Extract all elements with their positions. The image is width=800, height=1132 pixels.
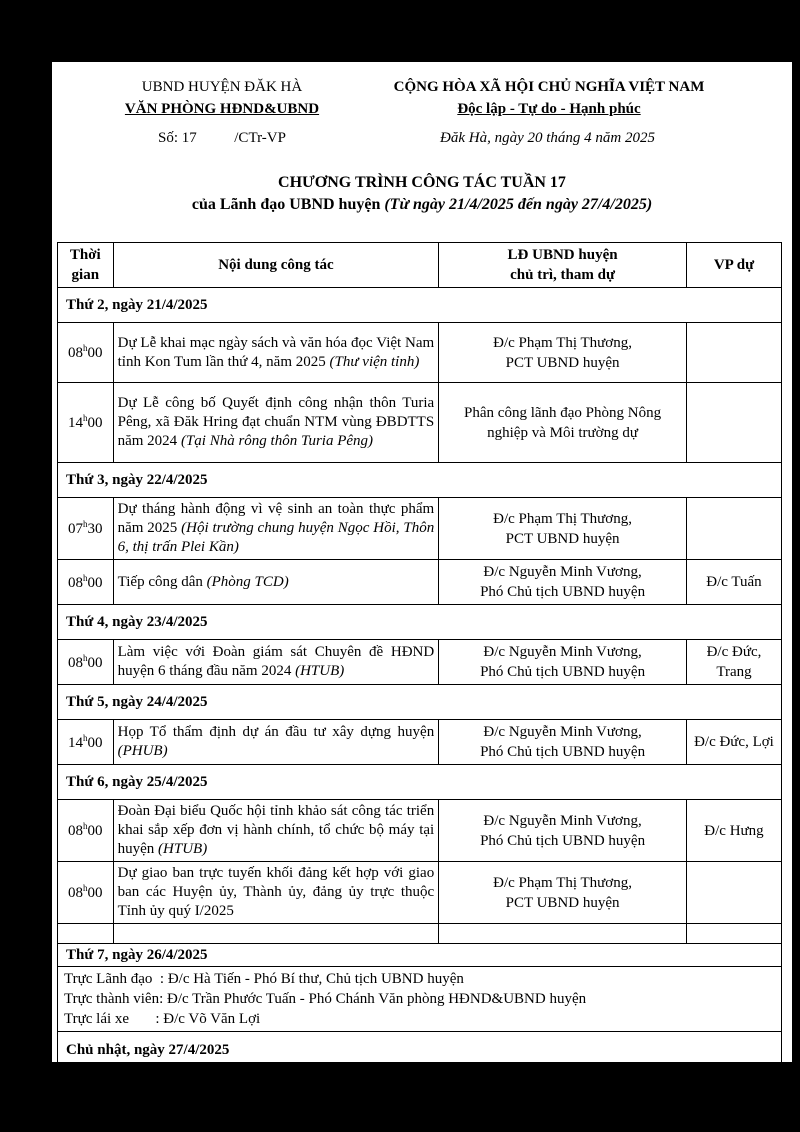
- title-line2: [52, 194, 792, 216]
- content-cell: Dự tháng hành động vì vệ sinh an toàn thực phẩm năm 2025 (Hội trường chung huyện Ngọc Hồi, Thôn 6, thị trấn Plei Kần): [113, 498, 439, 560]
- time-cell: 08$^h$00: [58, 640, 114, 685]
- col-time-header: Thời gian: [58, 243, 114, 288]
- table-row: [58, 720, 782, 765]
- schedule-table: [57, 242, 782, 1069]
- title-line2-main: của Lãnh đạo UBND huyện: [191, 196, 385, 213]
- lead-cell: Đ/c Nguyễn Minh Vương, Phó Chủ tịch UBND huyện: [439, 560, 687, 605]
- date-line: Đăk Hà, ngày 20 tháng 4 năm 2025: [440, 130, 655, 146]
- lead-cell: Đ/c Nguyễn Minh Vương, Phó Chủ tịch UBND huyện: [439, 640, 687, 685]
- day-row: [58, 685, 782, 720]
- col-content-header: Nội dung công tác: [113, 243, 439, 288]
- content-cell: Họp Tổ thẩm định dự án đầu tư xây dựng huyện (PHUB): [113, 720, 439, 765]
- day-label: Thứ 7, ngày 26/4/2025: [58, 944, 782, 967]
- document-number: [158, 130, 286, 147]
- vp-cell: [686, 498, 781, 560]
- table-row: [58, 383, 782, 463]
- duty-member: Trực thành viên: Đ/c Trần Phước Tuấn - Phó Chánh Văn phòng HĐND&UBND huyện: [64, 991, 587, 1007]
- time-cell: 14$^h$00: [58, 383, 114, 463]
- lead-cell: Phân công lãnh đạo Phòng Nông nghiệp và Môi trường dự: [439, 383, 687, 463]
- day-label: Thứ 5, ngày 24/4/2025: [58, 685, 782, 720]
- empty-row: [58, 924, 782, 944]
- national-motto: Độc lập - Tự do - Hạnh phúc: [457, 101, 641, 117]
- lead-cell: Đ/c Phạm Thị Thương, PCT UBND huyện: [439, 323, 687, 383]
- content-cell: Dự Lễ khai mạc ngày sách và văn hóa đọc Việt Nam tỉnh Kon Tum lần thứ 4, năm 2025 (Thư viện tỉnh): [113, 323, 439, 383]
- day-label: Thứ 4, ngày 23/4/2025: [58, 605, 782, 640]
- republic-title: CỘNG HÒA XÃ HỘI CHỦ NGHĨA VIỆT NAM: [393, 79, 705, 95]
- day-row: [58, 288, 782, 323]
- day-row: [58, 1032, 782, 1069]
- vp-cell: [686, 383, 781, 463]
- vp-cell: [686, 323, 781, 383]
- day-label: Thứ 6, ngày 25/4/2025: [58, 765, 782, 800]
- table-row: [58, 640, 782, 685]
- day-label: Thứ 3, ngày 22/4/2025: [58, 463, 782, 498]
- agency-header: [62, 76, 382, 120]
- col-lead-header: [439, 243, 687, 288]
- lead-cell: Đ/c Phạm Thị Thương, PCT UBND huyện: [439, 862, 687, 924]
- duty-driver: Trực lái xe : Đ/c Võ Văn Lợi: [64, 1011, 261, 1027]
- title-line2-range: (Từ ngày 21/4/2025 đến ngày 27/4/2025): [384, 196, 653, 213]
- vp-cell: Đ/c Hưng: [686, 800, 781, 862]
- agency-line2: VĂN PHÒNG HĐND&UBND: [124, 101, 320, 117]
- col-vp-header: VP dự: [686, 243, 781, 288]
- duty-row: [58, 967, 782, 1032]
- lead-cell: Đ/c Nguyễn Minh Vương, Phó Chủ tịch UBND huyện: [439, 720, 687, 765]
- time-cell: 08$^h$00: [58, 560, 114, 605]
- table-row: [58, 560, 782, 605]
- vp-cell: Đ/c Đức, Lợi: [686, 720, 781, 765]
- time-cell: 14$^h$00: [58, 720, 114, 765]
- table-row: [58, 323, 782, 383]
- agency-line1: UBND HUYỆN ĐĂK HÀ: [141, 79, 303, 95]
- vp-cell: Đ/c Đức, Trang: [686, 640, 781, 685]
- lead-cell: Đ/c Phạm Thị Thương, PCT UBND huyện: [439, 498, 687, 560]
- time-cell: 07$^h$30: [58, 498, 114, 560]
- table-row: [58, 498, 782, 560]
- duty-cell: [58, 967, 782, 1032]
- time-cell: 08$^h$00: [58, 323, 114, 383]
- number-label: Số: 17: [158, 130, 197, 146]
- content-cell: Dự Lễ công bố Quyết định công nhận thôn Turia Pêng, xã Đăk Hring đạt chuẩn NTM vùng ĐBDTTS năm 2024 (Tại Nhà rông thôn Turia Pêng): [113, 383, 439, 463]
- day-row: [58, 605, 782, 640]
- day-row: [58, 765, 782, 800]
- vp-cell: [686, 862, 781, 924]
- day-label: Chủ nhật, ngày 27/4/2025: [58, 1032, 782, 1069]
- table-row: [58, 862, 782, 924]
- day-row: [58, 944, 782, 967]
- national-header: [368, 76, 730, 120]
- document-title: [52, 172, 792, 216]
- title-line1: CHƯƠNG TRÌNH CÔNG TÁC TUẦN 17: [278, 174, 566, 191]
- col-lead-header-1: LĐ UBND huyện: [507, 247, 618, 263]
- vp-cell: Đ/c Tuấn: [686, 560, 781, 605]
- time-cell: 08$^h$00: [58, 862, 114, 924]
- duty-leader: Trực Lãnh đạo : Đ/c Hà Tiến - Phó Bí thư, Chủ tịch UBND huyện: [64, 971, 464, 987]
- content-cell: Dự giao ban trực tuyến khối đảng kết hợp với giao ban các Huyện ủy, Thành ủy, đảng ủy trực thuộc Tỉnh ủy quý I/2025: [113, 862, 439, 924]
- table-row: [58, 800, 782, 862]
- content-cell: Tiếp công dân (Phòng TCD): [113, 560, 439, 605]
- col-lead-header-2: chủ trì, tham dự: [510, 267, 615, 283]
- number-code: /CTr-VP: [234, 130, 286, 146]
- time-cell: 08$^h$00: [58, 800, 114, 862]
- day-row: [58, 463, 782, 498]
- content-cell: Đoàn Đại biểu Quốc hội tỉnh khảo sát công tác triển khai sắp xếp đơn vị hành chính, tổ chức bộ máy tại huyện (HTUB): [113, 800, 439, 862]
- table-header-row: [58, 243, 782, 288]
- content-cell: Làm việc với Đoàn giám sát Chuyên đề HĐND huyện 6 tháng đầu năm 2024 (HTUB): [113, 640, 439, 685]
- day-label: Thứ 2, ngày 21/4/2025: [58, 288, 782, 323]
- lead-cell: Đ/c Nguyễn Minh Vương, Phó Chủ tịch UBND huyện: [439, 800, 687, 862]
